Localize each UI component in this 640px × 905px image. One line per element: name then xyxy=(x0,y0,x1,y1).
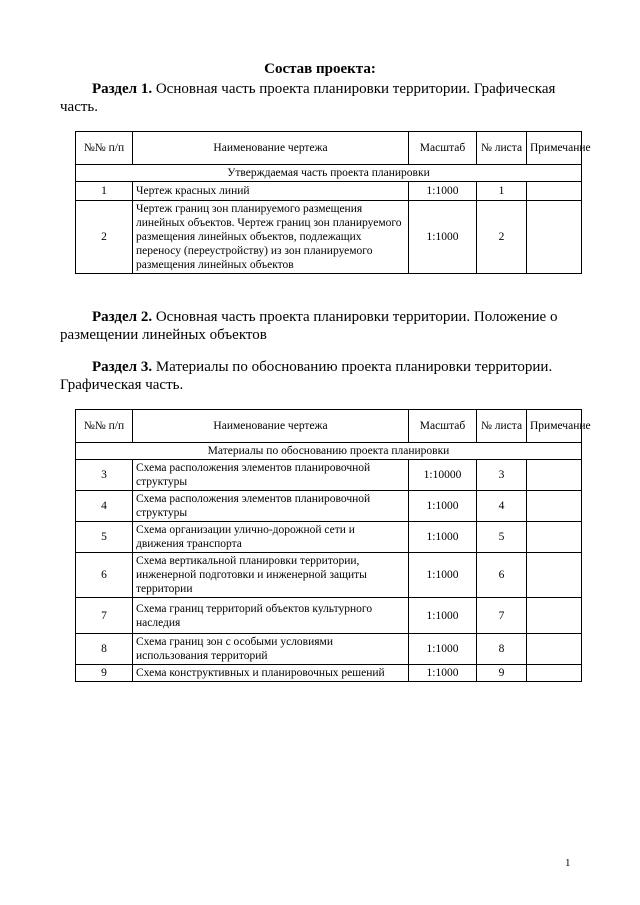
table-group-row xyxy=(76,165,582,182)
cell-sheet: 5 xyxy=(477,522,527,553)
cell-num: 9 xyxy=(76,665,133,682)
table-row xyxy=(76,201,582,274)
drawings-table-1 xyxy=(75,131,591,274)
section-2-text: Основная часть проекта планировки территории. Положение о размещении линейных объектов xyxy=(60,309,558,343)
group-label: Материалы по обоснованию проекта планировки xyxy=(76,443,582,460)
header-name: Наименование чертежа xyxy=(133,410,409,443)
cell-note xyxy=(527,634,582,665)
group-label: Утверждаемая часть проекта планировки xyxy=(76,165,582,182)
cell-sheet: 2 xyxy=(477,201,527,274)
cell-name: Схема расположения элементов планировочной структуры xyxy=(133,491,409,522)
cell-scale: 1:1000 xyxy=(409,553,477,598)
cell-num: 5 xyxy=(76,522,133,553)
cell-num: 4 xyxy=(76,491,133,522)
cell-scale: 1:1000 xyxy=(409,598,477,634)
cell-scale: 1:1000 xyxy=(409,182,477,201)
cell-sheet: 6 xyxy=(477,553,527,598)
table-row xyxy=(76,182,582,201)
table-row xyxy=(76,634,582,665)
section-3-heading xyxy=(60,358,580,394)
header-num: №№ п/п xyxy=(76,410,133,443)
drawings-table-2 xyxy=(75,409,591,682)
cell-note xyxy=(527,201,582,274)
table-row xyxy=(76,553,582,598)
page-title: Состав проекта: xyxy=(264,61,376,77)
page-number: 1 xyxy=(565,857,571,869)
section-3-label: Раздел 3. xyxy=(92,359,153,375)
cell-note xyxy=(527,522,582,553)
section-1-heading xyxy=(60,80,580,116)
cell-num: 1 xyxy=(76,182,133,201)
cell-name: Схема расположения элементов планировочной структуры xyxy=(133,460,409,491)
table-header-row xyxy=(76,132,582,165)
cell-note xyxy=(527,460,582,491)
cell-scale: 1:1000 xyxy=(409,665,477,682)
cell-scale: 1:1000 xyxy=(409,491,477,522)
cell-num: 8 xyxy=(76,634,133,665)
cell-sheet: 9 xyxy=(477,665,527,682)
header-sheet: № листа xyxy=(477,132,527,165)
cell-num: 2 xyxy=(76,201,133,274)
cell-note xyxy=(527,553,582,598)
section-2-label: Раздел 2. xyxy=(92,309,153,325)
cell-num: 7 xyxy=(76,598,133,634)
section-2-heading xyxy=(60,308,580,344)
table-row xyxy=(76,460,582,491)
section-1-label: Раздел 1. xyxy=(92,81,153,97)
header-num: №№ п/п xyxy=(76,132,133,165)
header-scale: Масштаб xyxy=(409,132,477,165)
cell-sheet: 3 xyxy=(477,460,527,491)
header-name: Наименование чертежа xyxy=(133,132,409,165)
cell-name: Чертеж красных линий xyxy=(133,182,409,201)
header-scale: Масштаб xyxy=(409,410,477,443)
cell-name: Схема границ зон с особыми условиями использования территорий xyxy=(133,634,409,665)
cell-note xyxy=(527,182,582,201)
cell-name: Чертеж границ зон планируемого размещения линейных объектов. Чертеж границ зон планируемого размещения линейных объектов, подлежащих переносу (переустройству) из зон планируемого размещения линейных объектов xyxy=(133,201,409,274)
header-note: Примечание xyxy=(527,132,582,165)
cell-name: Схема вертикальной планировки территории, инженерной подготовки и инженерной защиты территории xyxy=(133,553,409,598)
cell-scale: 1:1000 xyxy=(409,634,477,665)
table-row xyxy=(76,665,582,682)
cell-sheet: 7 xyxy=(477,598,527,634)
table-row xyxy=(76,598,582,634)
table-row xyxy=(76,491,582,522)
table-row xyxy=(76,522,582,553)
section-1-text: Основная часть проекта планировки территории. Графическая часть. xyxy=(60,81,556,115)
cell-note xyxy=(527,665,582,682)
cell-num: 3 xyxy=(76,460,133,491)
section-3-text: Материалы по обоснованию проекта планировки территории. Графическая часть. xyxy=(60,359,553,393)
header-sheet: № листа xyxy=(477,410,527,443)
cell-sheet: 4 xyxy=(477,491,527,522)
header-note: Примечание xyxy=(527,410,582,443)
cell-sheet: 1 xyxy=(477,182,527,201)
cell-scale: 1:1000 xyxy=(409,201,477,274)
cell-num: 6 xyxy=(76,553,133,598)
cell-note xyxy=(527,598,582,634)
cell-sheet: 8 xyxy=(477,634,527,665)
table-group-row xyxy=(76,443,582,460)
cell-note xyxy=(527,491,582,522)
cell-scale: 1:1000 xyxy=(409,522,477,553)
table-header-row xyxy=(76,410,582,443)
cell-name: Схема организации улично-дорожной сети и движения транспорта xyxy=(133,522,409,553)
cell-scale: 1:10000 xyxy=(409,460,477,491)
cell-name: Схема конструктивных и планировочных решений xyxy=(133,665,409,682)
cell-name: Схема границ территорий объектов культурного наследия xyxy=(133,598,409,634)
